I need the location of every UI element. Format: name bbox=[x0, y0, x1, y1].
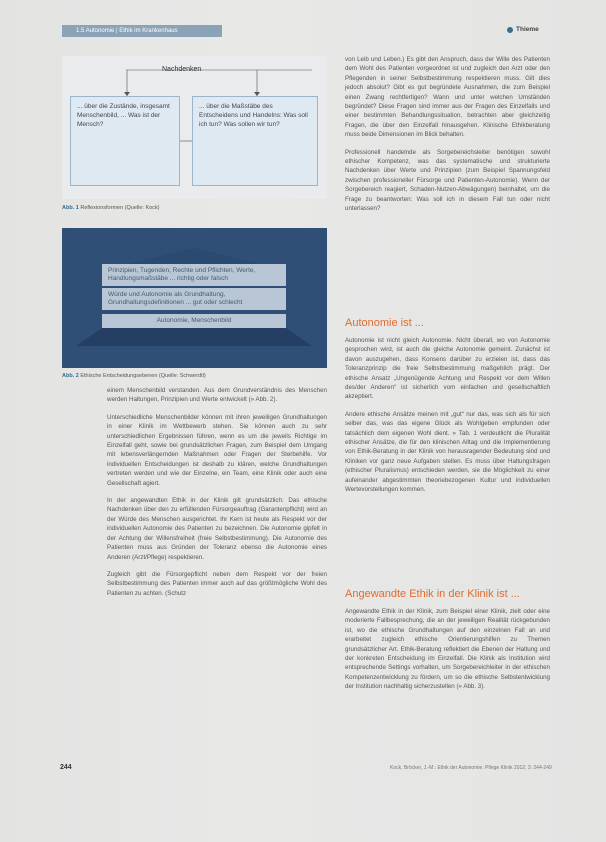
paragraph: Professionell handelnde als Sorgebereichsleiter benötigen sowohl ethischer Kompetenz, was das systematische und strukturierte Nachdenken über Werte und Prinzipien (zum Beispiel Spannungsfeld zwischen professioneller Fürsorge und Patienten-Autonomie). Wenn der Sorgebereich reagiert, Schaden-Nutzen-Abwägungen) beinhaltet, um die Frage zu beantworten: Was soll ich in diesem Fall tun oder nicht unterlassen? bbox=[345, 148, 550, 213]
paragraph: von Leib und Leben.) Es gibt den Anspruch, dass der Wille des Patienten dem Wohl des Patienten vorgeordnet ist und zugleich den Arzt oder den Pflegenden in seiner Selbstbestimmung respektieren muss. Gilt dies jedoch absolut? Gibt es gut begründete Ausnahmen, die zum Beispiel einen Zwang rechtfertigen? Wann und unter welchen Umständen begründet? Diese Fragen sind immer aus der Fragen des Einzelfalls und einer bestimmten Behandlungssituation, betrachten aber gleichzeitig Fragen, die über den Einzelfall hinausgehen. Klinische Ethikberatung muss beide Dimensionen im Blick behalten. bbox=[345, 56, 550, 139]
paragraph: In der angewandten Ethik in der Klinik gilt grundsätzlich: Das ethische Nachdenken über den zu erfüllenden Fürsorgeauftrag (Garantenpflicht) wird an der Würde des Menschen ausgerichtet. Ihr Kern ist heute als Respekt vor der individuellen Autonomie des Patienten zu bezeichnen. Die Autonomie gipfelt in der Achtung der Willensfreiheit (freie Selbstbestimmung). Die Autonomie des Patienten muss aus Gründen der Toleranz ebenso die Autonomie eines Anderen (Arzt/Pflege) respektieren. bbox=[107, 497, 327, 561]
paragraph: Unterschiedliche Menschenbilder können mit ihren jeweiligen Grundhaltungen in einer Klinik im Wettbewerb stehen. Sie können auch zu sehr unterschiedlichen Ergebnissen führen, wenn es um die jeweils Richtige im Einzelfall geht, sowie bei grundsätzlichen Fragen, zum Beispiel dem Umgang mit lebensverlängernden Maßnahmen oder Fragen der Sterbehilfe. Vor individuellen Entscheidungen ist deshalb zu klären, welche Grundhaltungen vertreten werden und wie der Einzelne, ein Team, eine Klinik oder auch eine Gesellschaft agiert. bbox=[107, 413, 327, 487]
figure-2 bbox=[62, 228, 327, 368]
figure-2-tier-top: Prinzipien, Tugenden, Rechte und Pflichten, Werte, Handlungsmaßstäbe ... richtig oder falsch bbox=[102, 264, 286, 286]
figure-1-right-box: ... über die Maßstäbe des Entscheidens und Handelns: Was soll ich tun? Was sollen wir tun? bbox=[192, 96, 318, 186]
figure-1-caption-label: Abb. 1 bbox=[62, 205, 79, 211]
figure-1 bbox=[62, 56, 327, 199]
figure-2-caption bbox=[62, 373, 206, 379]
publisher-mark bbox=[507, 26, 539, 33]
figure-2-caption-label: Abb. 2 bbox=[62, 373, 79, 379]
paragraph: Angewandte Ethik in der Klinik, zum Beispiel einer Klinik, zielt oder eine moderierte Fallbesprechung, die an der jeweiligen Realität rückgebunden ist, wo die ethische Grundhaltungen auf den einzelnen Fall an und erarbeitet zugleich ethische Orientierungshilfen zu Themen grundsätzlicher Art. Ethik-Beratung reflektiert die Ebenen der Haltung und der konkreten Entscheidung im Einzelfall. Die Klinik als Institution wird entsprechende Settings vorhalten, um Sorgebereichleiter in der ethischen Kompetenzentwicklung zu fördern, um so die ethische Selbstentwicklung der Institution nachhaltig sicherzustellen (» Abb. 3). bbox=[345, 608, 550, 691]
page-number: 244 bbox=[60, 764, 72, 771]
publisher-label: Thieme bbox=[516, 26, 539, 33]
figure-1-caption-text: Reflexionsformen (Quelle: Kock) bbox=[80, 205, 160, 211]
paragraph: Autonomie ist nicht gleich Autonomie. Nicht überall, wo von Autonomie gesprochen wird, ist auch die gleiche Autonomie gemeint. Zunächst ist davon auszugehen, dass Konsens darüber zu erzielen ist, dass das Toleranzprinzip die freie Selbstbestimmung maßgeblich prägt. Der ethische Ansatz „Ungenügende Achtung und Respekt vor dem Willen des/der Anderen“ ist sicherlich vom einfachen und gesellschaftlich akzeptiert. bbox=[345, 337, 550, 401]
figure-1-left-box: ... über die Zustände, insgesamt Menschenbild, ... Was ist der Mensch? bbox=[70, 96, 180, 186]
figure-2-caption-text: Ethische Entscheidungsebenen (Quelle: Schwerdtl) bbox=[80, 373, 206, 379]
section-header-bar bbox=[62, 25, 222, 37]
right-text-column-top bbox=[345, 55, 550, 222]
figure-1-caption bbox=[62, 205, 160, 211]
figure-2-tier-middle: Würde und Autonomie als Grundhaltung, Grundhaltungsdefinitionen ... gut oder schlecht bbox=[102, 288, 286, 310]
heading-angewandte-ethik: Angewandte Ethik in der Klinik ist ... bbox=[345, 588, 520, 600]
section-label: 1.5 Autonomie | Ethik im Krankenhaus bbox=[76, 28, 178, 34]
heading-autonomie: Autonomie ist ... bbox=[345, 317, 424, 329]
publisher-logo-icon bbox=[507, 27, 513, 33]
paragraph: einem Menschenbild verstanden. Aus dem Grundverständnis des Menschen werden Haltungen, Prinzipien und Werte entwickelt (» Abb. 2). bbox=[107, 387, 327, 404]
left-text-column bbox=[107, 386, 327, 606]
paragraph: Andere ethische Ansätze meinen mit „gut“ nur das, was sich als für sich selber das, was das eigene Glück als Wohlgeben empfunden oder tatsächlich dem eigenen Wohl dient. » Tab. 1 verdeutlicht die Pluralität ethischer Ansätze, die für den klinischen Alltag und die Implementierung von Ethik-Beratung in der Klinik von herausragender Bedeutung sind und Kliniken vor ganz neue Aufgaben stellen. Es muss über Haltungsfragen (ethischer Pluralismus) entschieden werden, sie die Möglichkeit zu einer aufeinander abgestimmten theoriebezogenen Kultur und individuellen Wertevorstellungen kommen. bbox=[345, 410, 550, 494]
right-text-column-bottom bbox=[345, 607, 550, 700]
paragraph: Zugleich gibt die Fürsorgepflicht neben dem Respekt vor der freien Selbstbestimmung des Patienten immer auch auf das größtmögliche Wohl des Patienten zu achten. (Schutz bbox=[107, 570, 327, 597]
figure-2-tier-bottom: Autonomie, Menschenbild bbox=[102, 314, 286, 328]
right-text-column-mid bbox=[345, 336, 550, 503]
figure-1-title: Nachdenken bbox=[162, 66, 202, 73]
page-footer: Kock, Bröcker, J.-M.: Ethik der Autonomie. Pflege Klinik 2012; 3: 244-249 bbox=[390, 765, 552, 771]
